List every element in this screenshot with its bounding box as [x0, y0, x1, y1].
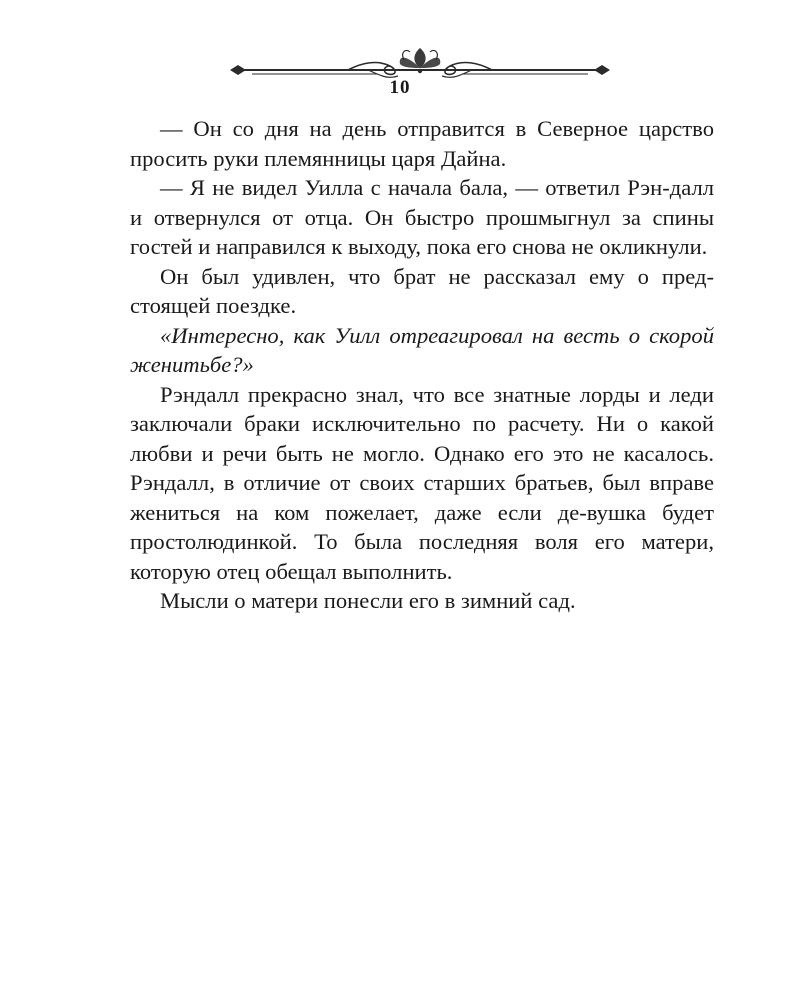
- paragraph-inner-thought: «Интересно, как Уилл отреагировал на весть о скорой женитьбе?»: [130, 322, 714, 377]
- paragraph-dialogue-1: — Он со дня на день отправится в Северное царство просить руки племянницы царя Дайна.: [130, 116, 714, 171]
- page-number: 10: [389, 77, 411, 98]
- paragraph-narration-3: Мысли о матери понесли его в зимний сад.: [160, 588, 576, 613]
- paragraph-narration-2: Рэндалл прекрасно знал, что все знатные лорды и леди заключали браки исключительно по расчету. Ни о какой любви и речи быть не могло. Однако его это не касалось. Рэндалл, в отличие от своих старших братьев, был вправе жениться на ком пожелает, даже если де-вушка будет простолюдинкой. То была последняя воля его матери, которую отец обещал выполнить.: [130, 381, 714, 584]
- body-text: [130, 114, 714, 616]
- paragraph-dialogue-2: — Я не видел Уилла с начала бала, — ответил Рэн-далл и отвернулся от отца. Он быстро прошмыгнул за спины гостей и направился к выходу, пока его снова не окликнули.: [130, 175, 714, 259]
- paragraph-narration-1: Он был удивлен, что брат не рассказал ему о пред-стоящей поездке.: [130, 263, 714, 318]
